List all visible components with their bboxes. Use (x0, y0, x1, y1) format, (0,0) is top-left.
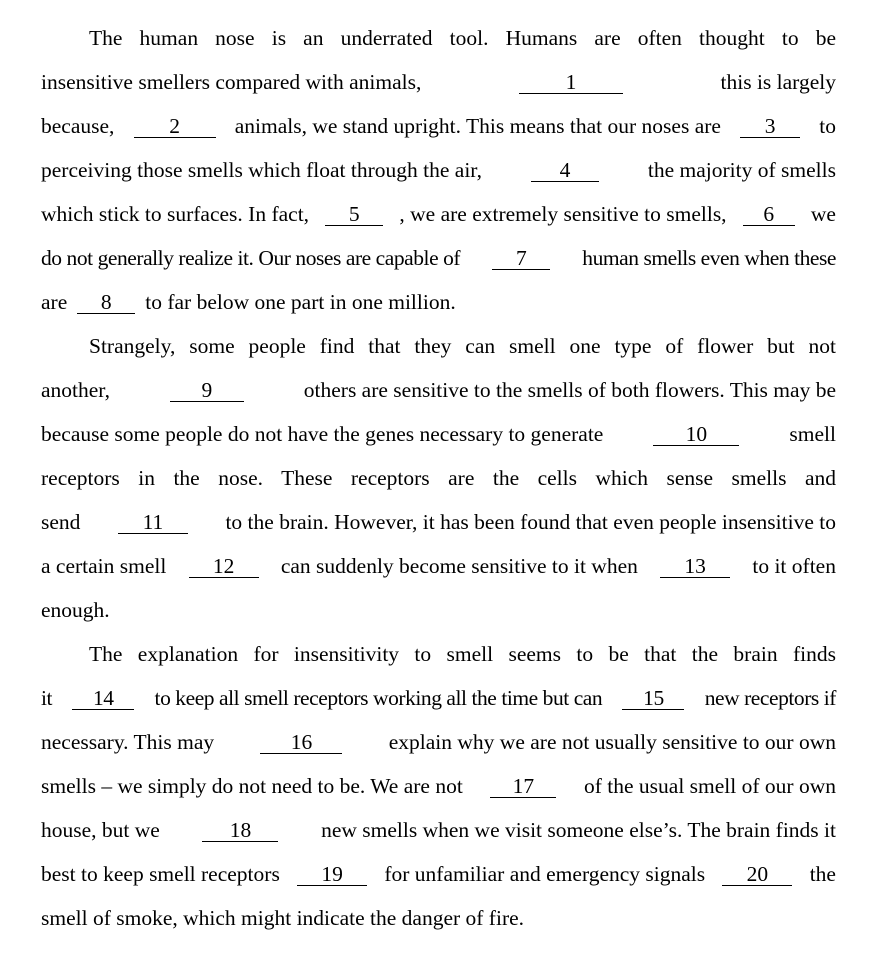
passage-text: new smells when we visit someone else’s. The brain finds it (321, 818, 836, 842)
answer-blank-18[interactable]: 18 (202, 818, 278, 842)
answer-blank-13[interactable]: 13 (660, 554, 730, 578)
text-line (41, 684, 836, 712)
passage-text: because, (41, 114, 115, 138)
answer-blank-5[interactable]: 5 (325, 202, 383, 226)
text-line (41, 112, 836, 140)
answer-blank-15[interactable]: 15 (622, 686, 684, 710)
passage-text: receptors in the nose. These receptors are the cells which sense smells and (41, 466, 836, 490)
passage-text: animals, we stand upright. This means that our noses are (234, 114, 721, 138)
text-line (41, 596, 836, 624)
text-line (41, 552, 836, 580)
passage-text: smell (789, 422, 836, 446)
passage-text: we (810, 202, 836, 226)
text-line (41, 156, 836, 184)
text-line (41, 244, 836, 272)
answer-blank-2[interactable]: 2 (134, 114, 216, 138)
passage-text: , we are extremely sensitive to smells, (399, 202, 727, 226)
text-line (41, 508, 836, 536)
text-line (89, 640, 836, 668)
passage-text: human smells even when these (582, 246, 836, 270)
passage-text: new receptors if (704, 686, 836, 710)
answer-blank-19[interactable]: 19 (297, 862, 367, 886)
answer-blank-1[interactable]: 1 (519, 70, 623, 94)
text-line (41, 420, 836, 448)
passage-text: are (41, 290, 68, 314)
answer-blank-12[interactable]: 12 (189, 554, 259, 578)
passage-text: explain why we are not usually sensitive to our own (388, 730, 836, 754)
text-line (41, 816, 836, 844)
passage-text: this is largely (720, 70, 836, 94)
answer-blank-17[interactable]: 17 (490, 774, 556, 798)
passage-text: it (41, 686, 53, 710)
passage-text: to keep all smell receptors working all the time but can (154, 686, 603, 710)
text-line (41, 728, 836, 756)
passage-text: for unfamiliar and emergency signals (384, 862, 706, 886)
answer-blank-4[interactable]: 4 (531, 158, 599, 182)
passage-text: others are sensitive to the smells of both flowers. This may be (303, 378, 836, 402)
answer-blank-11[interactable]: 11 (118, 510, 188, 534)
answer-blank-20[interactable]: 20 (722, 862, 792, 886)
text-line (41, 772, 836, 800)
text-line (89, 24, 836, 52)
text-line (41, 376, 836, 404)
text-line (89, 332, 836, 360)
passage-text: to the brain. However, it has been found that even people insensitive to (225, 510, 836, 534)
passage-text: do not generally realize it. Our noses are capable of (41, 246, 461, 270)
passage-text: The explanation for insensitivity to smell seems to be that the brain finds (89, 642, 836, 666)
answer-blank-3[interactable]: 3 (740, 114, 800, 138)
text-line (41, 904, 836, 932)
passage-text: to (819, 114, 836, 138)
passage-text: necessary. This may (41, 730, 215, 754)
text-line (41, 464, 836, 492)
answer-blank-7[interactable]: 7 (492, 246, 550, 270)
answer-blank-10[interactable]: 10 (653, 422, 739, 446)
passage-text: smells – we simply do not need to be. We are not (41, 774, 463, 798)
answer-blank-14[interactable]: 14 (72, 686, 134, 710)
passage-text: which stick to surfaces. In fact, (41, 202, 310, 226)
passage-text: because some people do not have the genes necessary to generate (41, 422, 604, 446)
passage-text: the majority of smells (647, 158, 836, 182)
passage-text: the (809, 862, 836, 886)
answer-blank-6[interactable]: 6 (743, 202, 795, 226)
passage-text: to it often (752, 554, 836, 578)
answer-blank-8[interactable]: 8 (77, 290, 135, 314)
text-line (41, 288, 836, 316)
passage-text: insensitive smellers compared with animals, (41, 70, 422, 94)
passage-text: of the usual smell of our own (583, 774, 836, 798)
text-line (41, 860, 836, 888)
passage-text: Strangely, some people find that they can smell one type of flower but not (89, 334, 836, 358)
passage-text: The human nose is an underrated tool. Humans are often thought to be (89, 26, 836, 50)
passage-text: can suddenly become sensitive to it when (280, 554, 638, 578)
passage-text: smell of smoke, which might indicate the danger of fire. (41, 906, 525, 930)
passage-text: send (41, 510, 81, 534)
answer-blank-9[interactable]: 9 (170, 378, 244, 402)
passage-text: best to keep smell receptors (41, 862, 280, 886)
passage-text: perceiving those smells which float through the air, (41, 158, 482, 182)
passage-text: house, but we (41, 818, 160, 842)
answer-blank-16[interactable]: 16 (260, 730, 342, 754)
passage-text: a certain smell (41, 554, 167, 578)
passage-text: another, (41, 378, 110, 402)
passage-text: enough. (41, 598, 110, 622)
passage-text: to far below one part in one million. (145, 290, 456, 314)
text-line (41, 68, 836, 96)
text-line (41, 200, 836, 228)
